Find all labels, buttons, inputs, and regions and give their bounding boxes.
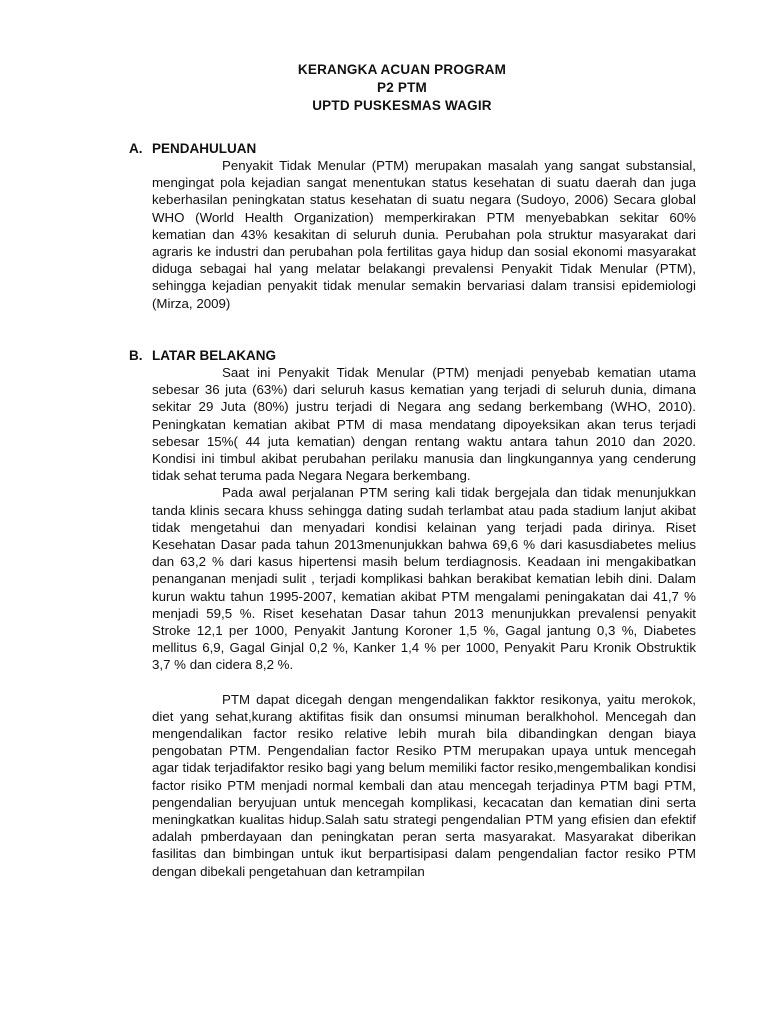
section-b-title: LATAR BELAKANG [152, 348, 276, 363]
section-b-paragraph-2: Pada awal perjalanan PTM sering kali tidak bergejala dan tidak menunjukkan tanda klinis secara khuss sehingga dating sudah terlambat atau pada stadium lanjut akibat tidak mengetahui dan menyadari kondisi kelainan yang terjadi pada dirinya. Riset Kesehatan Dasar pada tahun 2013menunjukkan bahwa 69,6 % dari kasusdiabetes melius dan 63,2 % dari kasus hipertensi masih belum terdiagnosis. Keadaan ini mengakibatkan penanganan menjadi sulit , terjadi komplikasi bahkan berakibat kematian lebih dini. Dalam kurun waktu tahun 1995-2007, kematian akibat PTM mengalami peningakatan dai 41,7 % menjadi 59,5 %. Riset kesehatan Dasar tahun 2013 menunjukkan prevalensi penyakit Stroke 12,1 per 1000, Penyakit Jantung Koroner 1,5 %, Gagal jantung 0,3 %, Diabetes mellitus 6,9, Gagal Ginjal 0,2 %, Kanker 1,4 % per 1000, Penyakit Paru Kronik Obstruktik 3,7 % dan cidera 8,2 %. [152, 485, 696, 673]
title-line-2: P2 PTM [377, 80, 427, 95]
section-a-number: A. [129, 141, 143, 156]
section-b-paragraph-1: Saat ini Penyakit Tidak Menular (PTM) menjadi penyebab kematian utama sebesar 36 juta (63%) dari seluruh kasus kematian yang terjadi di seluruh dunia, dimana sekitar 29 Juta (80%) justru terjadi di Negara ang sedang berkembang (WHO, 2010). Peningkatan kematian akibat PTM di masa mendatang dipoyeksikan akan terus terjadi sebesar 15%( 44 juta kematian) dengan rentang waktu antara tahun 2010 dan 2020. Kondisi ini timbul akibat perubahan perilaku manusia dan lingkungannya yang cenderung tidak sehat teruma pada Negara Negara berkembang. [152, 365, 696, 484]
section-a-title: PENDAHULUAN [152, 141, 257, 156]
section-b-paragraph-3: PTM dapat dicegah dengan mengendalikan fakktor resikonya, yaitu merokok, diet yang sehat,kurang aktifitas fisik dan onsumsi minuman beralkhohol. Mencegah dan mengendalikan factor resiko relative lebih murah bila dibandingkan dengan biaya pengobatan PTM. Pengendalian factor Resiko PTM merupakan upaya untuk mencegah agar tidak terjadifaktor resiko bagi yang belum memiliki factor resiko,mengembalikan kondisi factor risiko PTM menjadi normal kembali dan atau mencegah terjadinya PTM bagi PTM, pengendalian beryujuan untuk mencegah komplikasi, kecacatan dan kematian dini serta meningkatkan kualitas hidup.Salah satu strategi pengendalian PTM yang efisien dan efektif adalah pmberdayaan dan peningkatan peran serta masyarakat. Masyarakat diberikan fasilitas dan bimbingan untuk ikut berpartisipasi dalam pengendalian factor resiko PTM dengan dibekali pengetahuan dan ketrampilan [152, 691, 696, 879]
section-a-body [152, 157, 696, 312]
title-line-1: KERANGKA ACUAN PROGRAM [297, 62, 507, 77]
section-b-body [152, 364, 696, 880]
section-b-number: B. [129, 348, 143, 363]
section-a-paragraph-1: Penyakit Tidak Menular (PTM) merupakan masalah yang sangat substansial, mengingat pola kejadian sangat menentukan status kesehatan di suatu daerah dan juga keberhasilan peningkatan status kesehatan di suatu negara (Sudoyo, 2006) Secara global WHO (World Health Organization) memperkirakan PTM menyebabkan sekitar 60% kematian dan 43% kesakitan di seluruh dunia. Perubahan pola struktur masyarakat dari agraris ke industri dan perubahan pola fertilitas gaya hidup dan sosial ekonomi masyarakat diduga sebagai hal yang melatar belakangi prevalensi Penyakit Tidak Menular (PTM), sehingga kejadian penyakit tidak menular semakin bervariasi dalam transisi epidemiologi (Mirza, 2009) [152, 158, 696, 311]
title-line-3: UPTD PUSKESMAS WAGIR [312, 98, 492, 113]
section-a-heading [129, 140, 256, 158]
document-title [0, 61, 768, 115]
section-b-heading [129, 347, 276, 365]
